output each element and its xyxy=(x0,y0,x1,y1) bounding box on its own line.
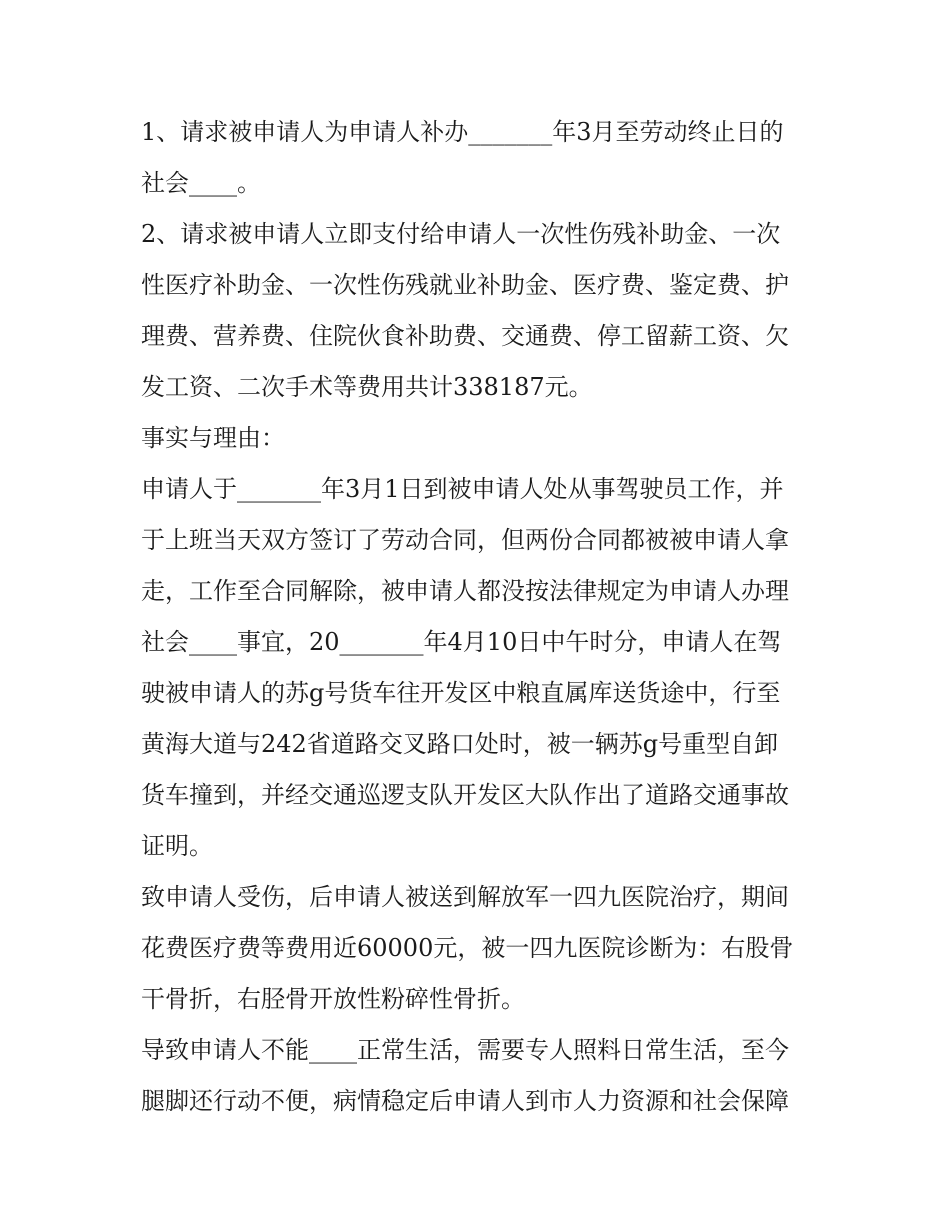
text-line: 社会____。 xyxy=(141,169,261,197)
section-heading: 事实与理由： xyxy=(141,424,285,452)
text-line: 走，工作至合同解除，被申请人都没按法律规定为申请人办理 xyxy=(141,577,789,605)
text-line: 驶被申请人的苏g号货车往开发区中粮直属库送货途中，行至 xyxy=(141,679,781,707)
text-line: 申请人于_______年3月1日到被申请人处从事驾驶员工作，并 xyxy=(141,475,784,503)
text-line: 货车撞到，并经交通巡逻支队开发区大队作出了道路交通事故 xyxy=(141,781,789,809)
text-line: 1、请求被申请人为申请人补办_______年3月至劳动终止日的 xyxy=(141,118,784,146)
document-body xyxy=(141,107,816,1127)
text-line: 2、请求被申请人立即支付给申请人一次性伤残补助金、一次 xyxy=(141,220,781,248)
text-line: 导致申请人不能____正常生活，需要专人照料日常生活，至今 xyxy=(141,1036,789,1064)
text-line: 证明。 xyxy=(141,832,213,860)
text-line: 理费、营养费、住院伙食补助费、交通费、停工留薪工资、欠 xyxy=(141,322,789,350)
text-line: 于上班当天双方签订了劳动合同，但两份合同都被被申请人拿 xyxy=(141,526,789,554)
text-line: 社会____事宜，20_______年4月10日中午时分，申请人在驾 xyxy=(141,628,782,656)
text-line: 致申请人受伤，后申请人被送到解放军一四九医院治疗，期间 xyxy=(141,883,789,911)
text-line: 干骨折，右胫骨开放性粉碎性骨折。 xyxy=(141,985,525,1013)
text-line: 花费医疗费等费用近60000元，被一四九医院诊断为：右股骨 xyxy=(141,934,794,962)
text-line: 发工资、二次手术等费用共计338187元。 xyxy=(141,373,593,401)
text-line: 黄海大道与242省道路交叉路口处时，被一辆苏g号重型自卸 xyxy=(141,730,779,758)
text-line: 性医疗补助金、一次性伤残就业补助金、医疗费、鉴定费、护 xyxy=(141,271,789,299)
text-line: 腿脚还行动不便，病情稳定后申请人到市人力资源和社会保障 xyxy=(141,1087,789,1115)
